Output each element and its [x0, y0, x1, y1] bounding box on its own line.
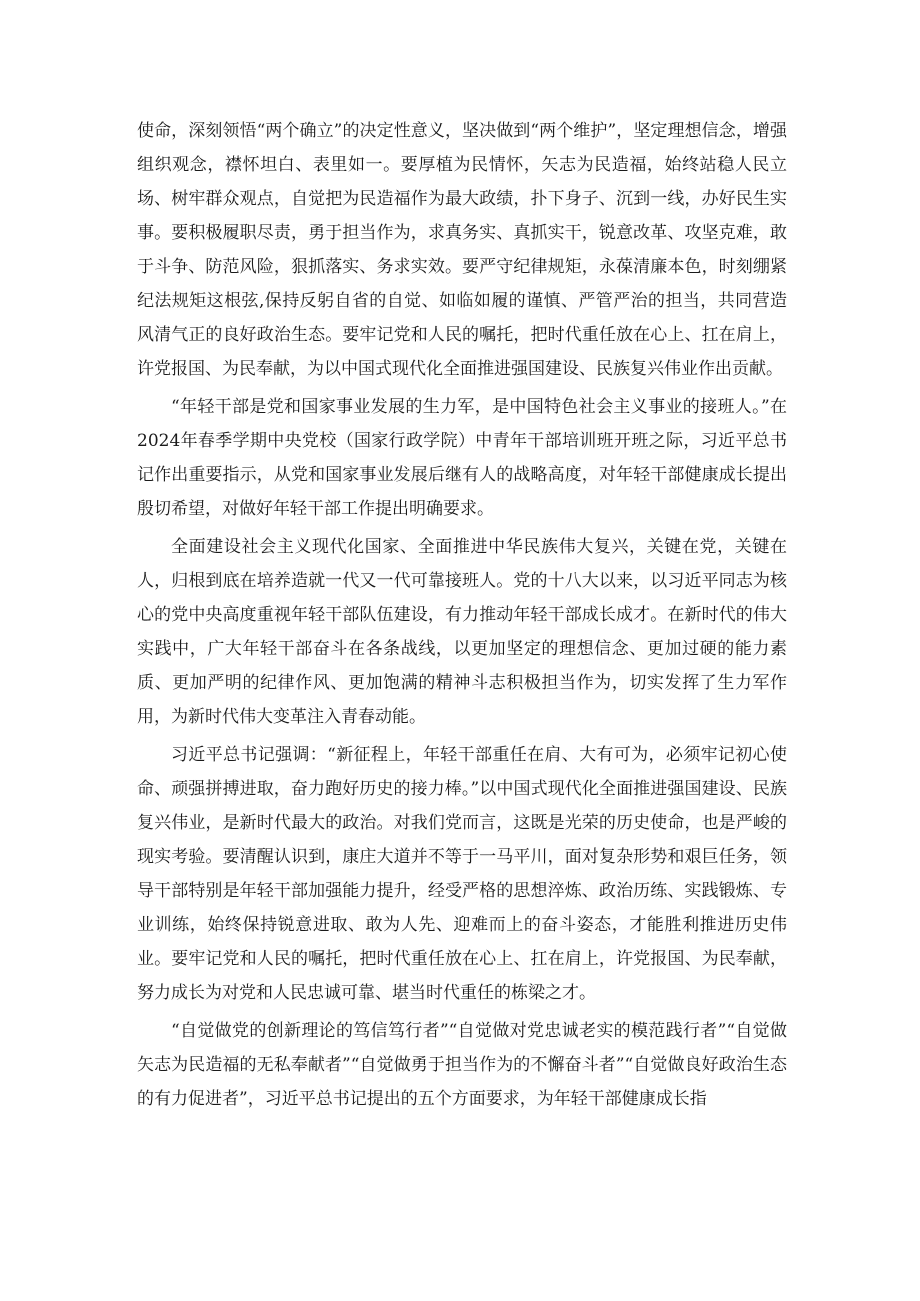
paragraph-1: 使命，深刻领悟“两个确立”的决定性意义，坚决做到“两个维护”，坚定理想信念，增强组织观念，襟怀坦白、表里如一。要厚植为民情怀，矢志为民造福，始终站稳人民立场、树牢群众观点，自觉把为民造福作为最大政绩，扑下身子、沉到一线，办好民生实事。要积极履职尽责，勇于担当作为，求真务实、真抓实干，锐意改革、攻坚克难，敢于斗争、防范风险，狠抓落实、务求实效。要严守纪律规矩，永葆清廉本色，时刻绷紧纪法规矩这根弦,保持反躬自省的自觉、如临如履的谨慎、严管严治的担当，共同营造风清气正的良好政治生态。要牢记党和人民的嘱托，把时代重任放在心上、扛在肩上，许党报国、为民奉献，为以中国式现代化全面推进强国建设、民族复兴伟业作出贡献。 — [137, 121, 787, 379]
article-body — [137, 114, 787, 1120]
paragraph-4: 习近平总书记强调：“新征程上，年轻干部重任在肩、大有可为，必须牢记初心使命、顽强拼搏进取，奋力跑好历史的接力棒。”以中国式现代化全面推进强国建设、民族复兴伟业，是新时代最大的政治。对我们党而言，这既是光荣的历史使命，也是严峻的现实考验。要清醒认识到，康庄大道并不等于一马平川，面对复杂形势和艰巨任务，领导干部特别是年轻干部加强能力提升，经受严格的思想淬炼、政治历练、实践锻炼、专业训练，始终保持锐意进取、敢为人先、迎难而上的奋斗姿态，才能胜利推进历史伟业。要牢记党和人民的嘱托，把时代重任放在心上、扛在肩上，许党报国、为民奉献，努力成长为对党和人民忠诚可靠、堪当时代重任的栋梁之才。 — [137, 745, 787, 1003]
paragraph-5: “自觉做党的创新理论的笃信笃行者”“自觉做对党忠诚老实的模范践行者”“自觉做矢志为民造福的无私奉献者”“自觉做勇于担当作为的不懈奋斗者”“自觉做良好政治生态的有力促进者”，习近平总书记提出的五个方面要求，为年轻干部健康成长指 — [137, 1021, 787, 1109]
paragraph-2: “年轻干部是党和国家事业发展的生力军，是中国特色社会主义事业的接班人。”在2024年春季学期中央党校（国家行政学院）中青年干部培训班开班之际，习近平总书记作出重要指示，从党和国家事业发展后继有人的战略高度，对年轻干部健康成长提出殷切希望，对做好年轻干部工作提出明确要求。 — [137, 397, 787, 519]
paragraph-3: 全面建设社会主义现代化国家、全面推进中华民族伟大复兴，关键在党，关键在人，归根到底在培养造就一代又一代可靠接班人。党的十八大以来，以习近平同志为核心的党中央高度重视年轻干部队伍建设，有力推动年轻干部成长成才。在新时代的伟大实践中，广大年轻干部奋斗在各条战线，以更加坚定的理想信念、更加过硬的能力素质、更加严明的纪律作风、更加饱满的精神斗志积极担当作为，切实发挥了生力军作用，为新时代伟大变革注入青春动能。 — [137, 537, 787, 727]
